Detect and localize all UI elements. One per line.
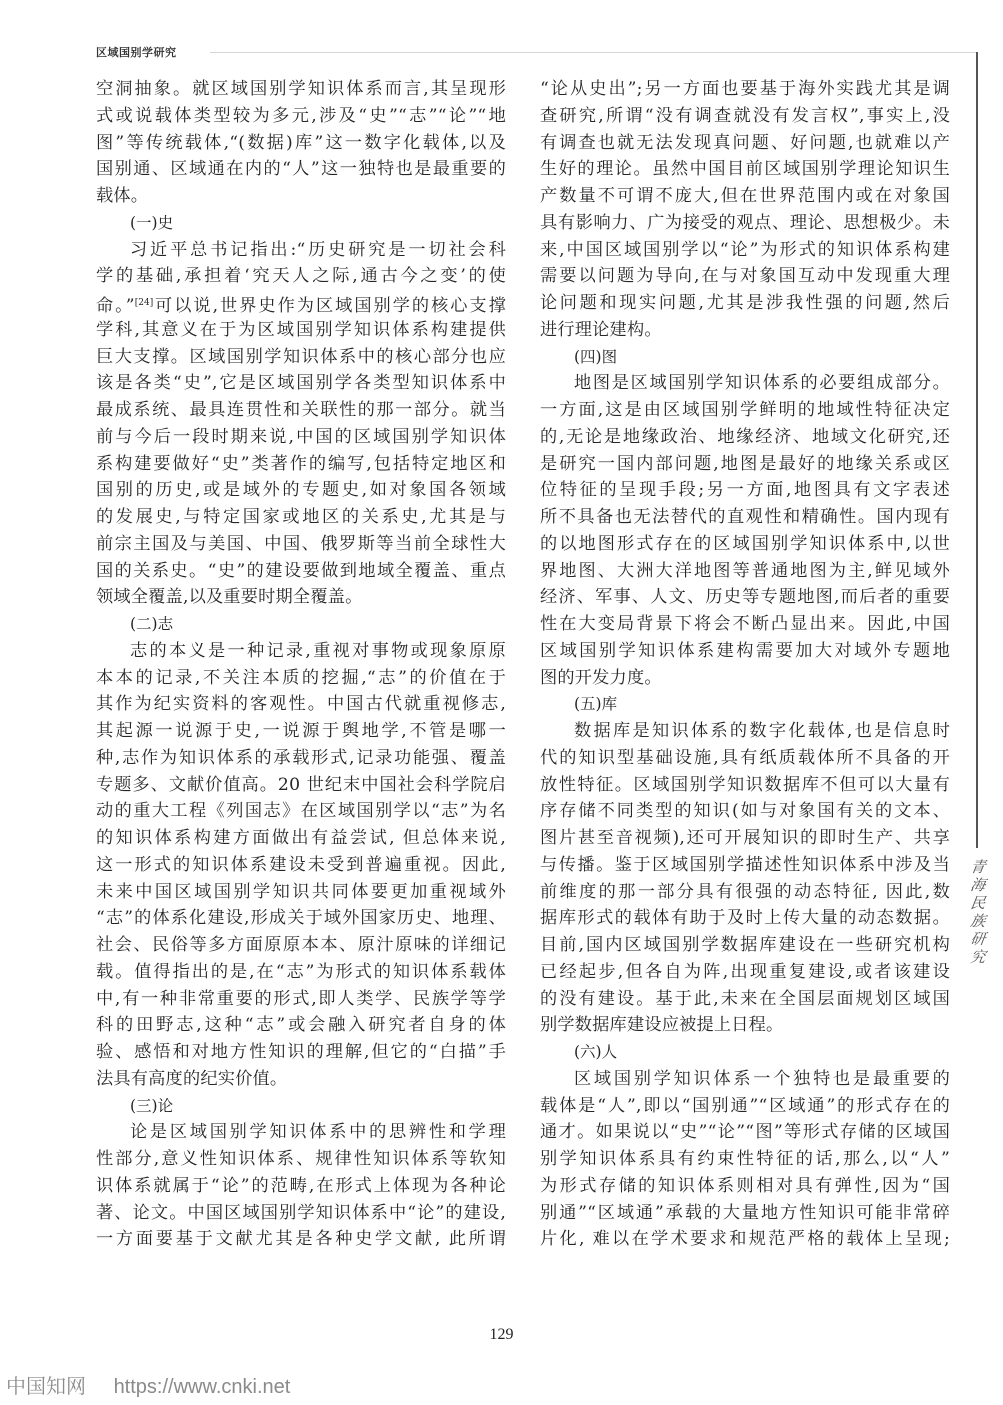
- side-mark-char: 青: [969, 858, 987, 876]
- side-rule: [976, 52, 978, 848]
- side-mark-char: 研: [969, 930, 987, 948]
- text-line: 前宗主国及与美国、中国、俄罗斯等当前全球性大: [96, 533, 506, 554]
- text-line: 别通”“区域通”承载的大量地方性知识可能非常碎: [540, 1202, 950, 1223]
- paragraph: [96, 1119, 506, 1253]
- text-line: 的知识体系构建方面做出有益尝试, 但总体来说,: [96, 828, 506, 848]
- section-heading: (六)人: [574, 1043, 618, 1061]
- side-mark-char: 海: [969, 876, 987, 894]
- paragraph: [540, 370, 950, 691]
- section-heading: (四)图: [574, 347, 618, 366]
- left-column: [96, 76, 506, 1253]
- text-line: 种,志作为知识体系的承载形式,记录功能强、覆盖: [96, 747, 506, 768]
- text-line: 区域国别学知识体系一个独特也是最重要的: [574, 1068, 950, 1089]
- text-line: 的没有建设。基于此,未来在全国层面规划区域国: [540, 988, 950, 1009]
- text-line: 载体。: [96, 186, 149, 206]
- text-line: 其起源一说源于史,一说源于舆地学,不管是哪一: [96, 721, 506, 741]
- journal-side-mark: [966, 858, 990, 966]
- side-mark-char: 民: [969, 894, 987, 912]
- text-line: 志的本义是一种记录,重视对事物或现象原原: [130, 640, 506, 661]
- section-heading: (三)论: [130, 1096, 174, 1115]
- text-line: “志”的体系化建设,形成关于域外国家历史、地理、: [96, 908, 506, 929]
- text-line: 式或说载体类型较为多元,涉及“史”“志”“论”“地: [96, 105, 506, 126]
- side-mark-char: 究: [969, 948, 987, 966]
- text-line: 前与今后一段时期来说,中国的区域国别学知识体: [96, 426, 506, 447]
- text-line: 空洞抽象。就区域国别学知识体系而言,其呈现形: [96, 79, 506, 99]
- text-line: 领域全覆盖,以及重要时期全覆盖。: [96, 587, 363, 608]
- text-line: 国别的历史,或是域外的专题史,如对象国各领域: [96, 480, 506, 501]
- text-line: 生好的理论。虽然中国目前区域国别学理论知识生: [540, 159, 950, 180]
- text-line: 据库形式的载体有助于及时上传大量的动态数据。: [540, 908, 950, 929]
- text-line: 与传播。鉴于区域国别学描述性知识体系中涉及当: [540, 854, 950, 875]
- text-line: 学科,其意义在于为区域国别学知识体系构建提供: [96, 319, 506, 340]
- text-line: 最成系统、最具连贯性和关联性的那一部分。就当: [96, 400, 506, 420]
- watermark-name: 中国知网: [6, 1376, 86, 1398]
- text-line: 区域国别学知识体系建构需要加大对域外专题地: [540, 640, 950, 661]
- text-line: 一方面,这是由区域国别学鲜明的地域性特征决定: [540, 400, 950, 420]
- text-line: 著、论文。中国区域国别学知识体系中“论”的建设,: [96, 1202, 506, 1223]
- text-line: 验、感悟和对地方性知识的理解,但它的“白描”手: [96, 1042, 506, 1062]
- text-line: 动的重大工程《列国志》在区域国别学以“志”为名: [96, 801, 506, 822]
- paragraph: [96, 237, 506, 612]
- text-line: 界地图、大洲大洋地图等普通地图为主,鲜见域外: [540, 560, 950, 581]
- text-line: 图”等传统载体,“(数据)库”这一数字化载体,以及: [96, 132, 506, 153]
- text-line: 该是各类“史”,它是区域国别学各类型知识体系中: [96, 373, 506, 394]
- text-line: 有调查也就无法发现真问题、好问题,也就难以产: [540, 132, 950, 153]
- text-line: 载体是“人”,即以“国别通”“区域通”的形式存在的: [540, 1095, 950, 1116]
- paragraph: [540, 718, 950, 1039]
- text-line: 片化, 难以在学术要求和规范严格的载体上呈现;: [540, 1229, 950, 1250]
- right-column: [540, 76, 950, 1253]
- text-line: 科的田野志,这种“志”或会融入研究者自身的体: [96, 1015, 506, 1036]
- text-line: 来,中国区域国别学以“论”为形式的知识体系构建: [540, 239, 950, 260]
- text-line: 命。”[24]可以说,世界史作为区域国别学的核心支撑: [96, 296, 507, 316]
- paragraph: [540, 1066, 950, 1253]
- text-line: 需要以问题为导向,在与对象国互动中发现重大理: [540, 266, 950, 287]
- text-line: 是研究一国内部问题,地图是最好的地缘关系或区: [540, 453, 950, 474]
- text-line: 通才。如果说以“史”“论”“图”等形式存储的区域国: [540, 1122, 950, 1143]
- watermark-url: https://www.cnki.net: [113, 1376, 291, 1398]
- text-line: 巨大支撑。区域国别学知识体系中的核心部分也应: [96, 346, 506, 367]
- section-heading: (二)志: [130, 615, 174, 633]
- text-line: 这一形式的知识体系建设未受到普遍重视。因此,: [96, 854, 506, 875]
- text-line: 别学知识体系具有约束性特征的话,那么,以“人”: [540, 1149, 950, 1169]
- text-line: 中,有一种非常重要的形式,即人类学、民族学等学: [96, 988, 506, 1009]
- text-line: 目前,国内区域国别学数据库建设在一些研究机构: [540, 935, 950, 955]
- text-line: 专题多、文献价值高。20 世纪末中国社会科学院启: [96, 774, 506, 795]
- watermark: [6, 1370, 290, 1399]
- text-line: 的,无论是地缘政治、地缘经济、地域文化研究,还: [540, 426, 950, 447]
- text-line: 经济、军事、人文、历史等专题地图,而后者的重要: [540, 587, 950, 608]
- header-rule: [210, 52, 977, 53]
- text-line: 社会、民俗等多方面原原本本、原汁原味的详细记: [96, 935, 506, 955]
- text-line: 所不具备也无法替代的直观性和精确性。国内现有: [540, 507, 950, 527]
- text-line: 为形式存储的知识体系则相对具有弹性,因为“国: [540, 1175, 950, 1196]
- text-line: 性部分,意义性知识体系、规律性知识体系等软知: [96, 1149, 506, 1169]
- text-line: 论是区域国别学知识体系中的思辨性和学理: [130, 1122, 506, 1143]
- paragraph: [96, 638, 506, 1093]
- text-line: 产数量不可谓不庞大,但在世界范围内或在对象国: [540, 186, 950, 206]
- side-mark-char: 族: [969, 912, 987, 930]
- text-line: 图片甚至音视频),还可开展知识的即时生产、共享: [540, 828, 950, 848]
- section-heading: (五)库: [574, 695, 618, 714]
- text-line: 图的开发力度。: [540, 667, 662, 688]
- text-line: 进行理论建构。: [540, 319, 662, 340]
- text-line: 查研究,所谓“没有调查就没有发言权”,事实上,没: [540, 105, 950, 126]
- text-line: “论从史出”;另一方面也要基于海外实践尤其是调: [540, 79, 950, 99]
- section-heading: (一)史: [130, 213, 174, 232]
- text-line: 未来中国区域国别学知识共同体要更加重视域外: [96, 881, 506, 902]
- text-line: 本本的记录,不关注本质的挖掘,“志”的价值在于: [96, 667, 506, 688]
- paragraph: [96, 76, 506, 210]
- page-number: 129: [489, 1326, 514, 1343]
- text-line: 其作为纪实资料的客观性。中国古代就重视修志,: [96, 694, 506, 715]
- text-line: 已经起步,但各自为阵,出现重复建设,或者该建设: [540, 961, 950, 982]
- text-line: 载。值得指出的是,在“志”为形式的知识体系载体: [96, 961, 506, 982]
- text-line: 具有影响力、广为接受的观点、理论、思想极少。未: [540, 212, 950, 233]
- text-line: 的发展史,与特定国家或地区的关系史,尤其是与: [96, 507, 506, 527]
- text-line: 论问题和现实问题,尤其是涉我性强的问题,然后: [540, 293, 950, 313]
- text-line: 位特征的呈现手段;另一方面,地图具有文字表述: [540, 480, 950, 501]
- text-line: 一方面要基于文献尤其是各种史学文献, 此所谓: [96, 1229, 506, 1250]
- text-line: 数据库是知识体系的数字化载体,也是信息时: [574, 721, 950, 741]
- text-line: 地图是区域国别学知识体系的必要组成部分。: [574, 373, 950, 394]
- text-line: 放性特征。区域国别学知识数据库不但可以大量有: [540, 774, 950, 795]
- text-line: 前维度的那一部分具有很强的动态特征, 因此,数: [540, 881, 950, 902]
- text-line: 国别通、区域通在内的“人”这一独特也是最重要的: [96, 159, 506, 180]
- citation-ref: [24]: [134, 298, 154, 308]
- text-line: 国的关系史。“史”的建设要做到地域全覆盖、重点: [96, 560, 506, 581]
- text-line: 习近平总书记指出:“历史研究是一切社会科: [130, 239, 506, 260]
- text-line: 性在大变局背景下将会不断凸显出来。因此,中国: [540, 614, 950, 634]
- text-line: 代的知识型基础设施,具有纸质载体所不具备的开: [540, 747, 950, 768]
- text-line: 学的基础,承担着‘究天人之际,通古今之变’的使: [96, 266, 506, 287]
- text-line: 识体系就属于“论”的范畴,在形式上体现为各种论: [96, 1175, 506, 1196]
- text-line: 系构建要做好“史”类著作的编写,包括特定地区和: [96, 453, 506, 474]
- running-head: 区域国别学研究: [96, 46, 177, 59]
- text-line: 别学数据库建设应被提上日程。: [540, 1015, 784, 1036]
- text-line: 的以地图形式存在的区域国别学知识体系中,以世: [540, 533, 950, 554]
- text-line: 序存储不同类型的知识(如与对象国有关的文本、: [540, 801, 950, 822]
- paragraph: [540, 76, 950, 344]
- text-line: 法具有高度的纪实价值。: [96, 1068, 288, 1089]
